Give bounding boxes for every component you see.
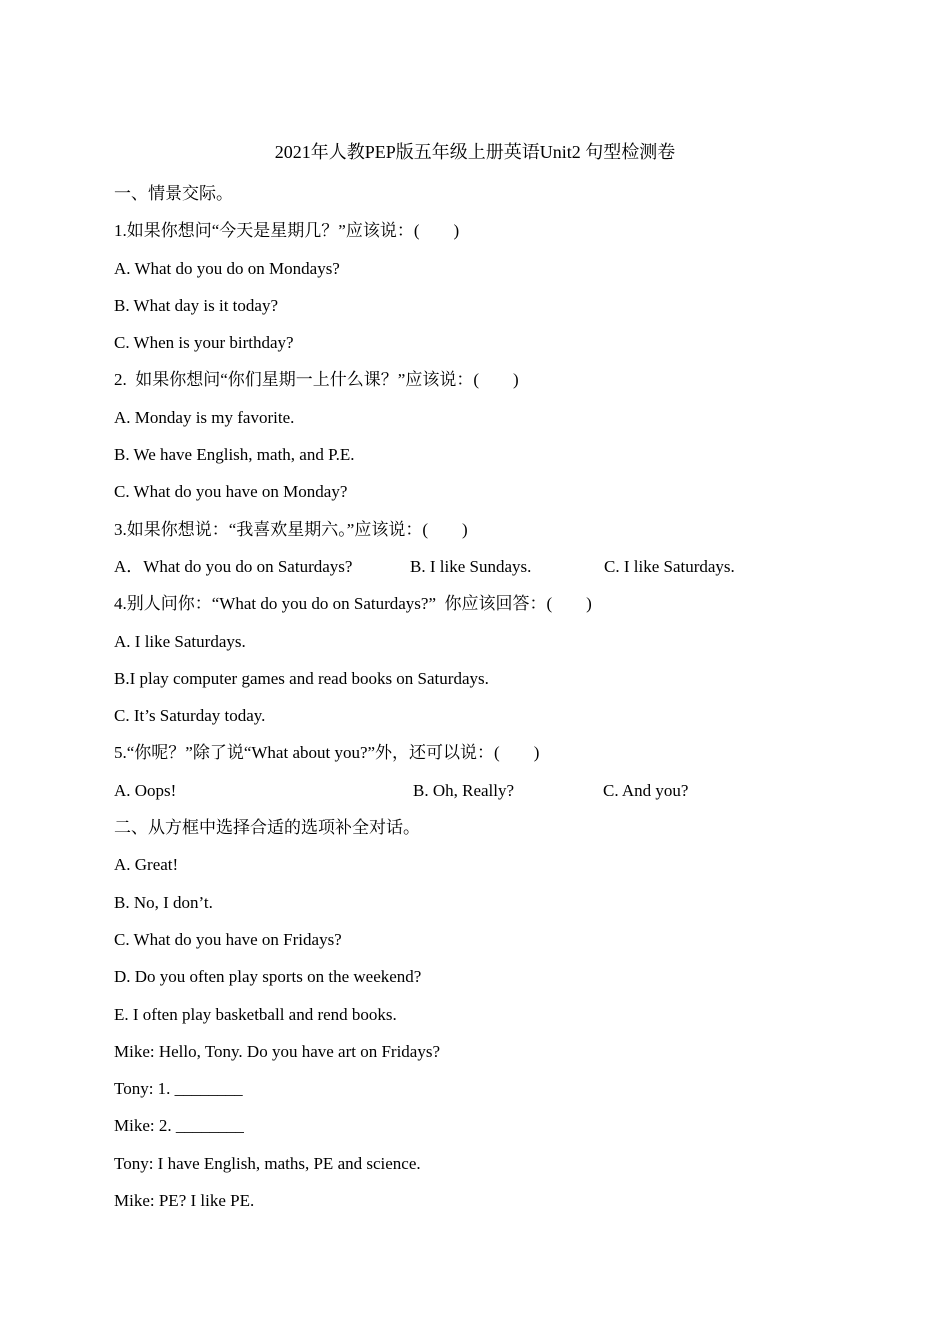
- question-4-option-b: B.I play computer games and read books on Saturdays.: [114, 668, 489, 688]
- question-1-prompt: 1.如果你想问“今天是星期几？”应该说：( ): [114, 221, 460, 241]
- question-3-prompt: 3.如果你想说：“我喜欢星期六。”应该说：( ): [114, 519, 468, 539]
- question-1-option-b: B. What day is it today?: [114, 295, 278, 315]
- choice-option-e: E. I often play basketball and rend books.: [114, 1004, 397, 1024]
- document-body: [114, 180, 890, 1224]
- question-4-option-a: A. I like Saturdays.: [114, 631, 246, 651]
- question-1-option-a: A. What do you do on Mondays?: [114, 258, 340, 278]
- question-5-prompt: 5.“你呢？”除了说“What about you?”外，还可以说：( ): [114, 743, 540, 763]
- question-2-option-c: C. What do you have on Monday?: [114, 482, 348, 502]
- dialogue-line: Tony: I have English, maths, PE and science.: [114, 1153, 421, 1173]
- dialogue-line: Mike: PE? I like PE.: [114, 1191, 255, 1211]
- choice-option-a: A. Great!: [114, 855, 179, 875]
- question-3-option-b: B. I like Sundays.: [410, 556, 532, 576]
- question-3-options: [114, 553, 890, 590]
- choice-option-c: C. What do you have on Fridays?: [114, 929, 342, 949]
- question-5-options: [114, 777, 890, 814]
- question-3-option-a: A．What do you do on Saturdays?: [114, 556, 353, 576]
- section-heading-2: 二、从方框中选择合适的选项补全对话。: [114, 818, 420, 838]
- question-2-prompt: 2. 如果你想问“你们星期一上什么课？”应该说：( ): [114, 370, 519, 390]
- choice-option-d: D. Do you often play sports on the weekend?: [114, 967, 422, 987]
- question-4-option-c: C. It’s Saturday today.: [114, 706, 266, 726]
- dialogue-line: Mike: 2. ________: [114, 1116, 244, 1136]
- question-4-prompt: 4.别人问你：“What do you do on Saturdays?” 你应该回答：( ): [114, 594, 592, 614]
- question-2-option-b: B. We have English, math, and P.E.: [114, 445, 355, 465]
- choice-option-b: B. No, I don’t.: [114, 892, 213, 912]
- page-title: 2021年人教PEP版五年级上册英语Unit2 句型检测卷: [274, 142, 676, 162]
- section-heading-1: 一、情景交际。: [114, 184, 233, 203]
- question-5-option-c: C. And you?: [603, 780, 689, 800]
- question-3-option-c: C. I like Saturdays.: [604, 556, 735, 576]
- dialogue-line: Mike: Hello, Tony. Do you have art on Fridays?: [114, 1041, 441, 1061]
- question-5-option-a: A. Oops!: [114, 780, 177, 800]
- dialogue-line: Tony: 1. ________: [114, 1079, 243, 1099]
- question-5-option-b: B. Oh, Really?: [413, 780, 515, 800]
- question-2-option-a: A. Monday is my favorite.: [114, 407, 295, 427]
- question-1-option-c: C. When is your birthday?: [114, 333, 294, 353]
